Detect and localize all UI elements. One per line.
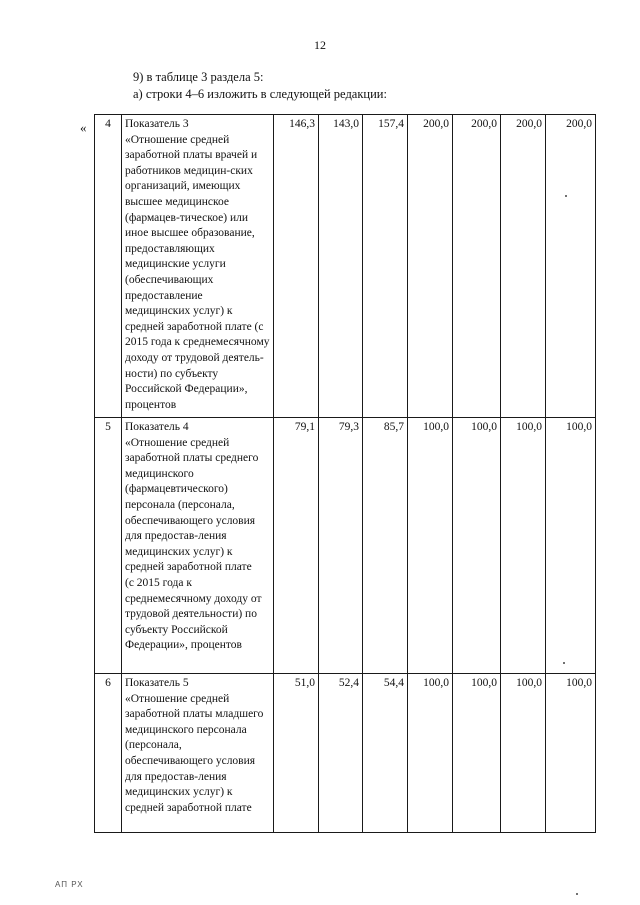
indicator-text: «Отношение средней заработной платы среднего медицинского (фармацевтического) персонала (персонала, обеспечивающего условия для предостав-ления медицинских услуг) к средней заработной плате: [125, 436, 259, 574]
indicator-text: «Отношение средней заработной платы младшего медицинского персонала (персонала, обеспечивающего условия для предостав-ления медицинских услуг) к средней заработной плате: [125, 692, 264, 814]
scan-speck: [576, 893, 578, 895]
value-cell: 200,0: [501, 115, 546, 418]
scan-speck: [565, 195, 567, 197]
scan-speck: [563, 662, 565, 664]
value-cell: 100,0: [453, 674, 501, 833]
value-cell: 100,0: [546, 418, 596, 674]
value-cell: 200,0: [453, 115, 501, 418]
value-cell: 79,3: [319, 418, 363, 674]
indicator-title: Показатель 5: [125, 677, 189, 689]
table-row-5: [95, 418, 596, 674]
page-number: 12: [314, 38, 326, 52]
value-cell: 100,0: [408, 674, 453, 833]
value-cell: 54,4: [363, 674, 408, 833]
value-cell: 146,3: [274, 115, 319, 418]
indicator-title: Показатель 4: [125, 421, 189, 433]
footer-mark: АП РХ: [55, 880, 84, 889]
value-cell: 100,0: [501, 674, 546, 833]
value-cell: 200,0: [408, 115, 453, 418]
intro-line-1: 9) в таблице 3 раздела 5:: [133, 70, 264, 84]
indicator-description: [122, 115, 274, 418]
indicator-description: [122, 674, 274, 833]
indicator-title: Показатель 3: [125, 118, 189, 130]
row-number: 5: [95, 418, 122, 674]
indicator-description: [122, 418, 274, 674]
table-row-6: [95, 674, 596, 833]
indicator-text: (с 2015 года к среднемесячному доходу от трудовой деятельности) по субъекту Российской Федерации», процентов: [125, 576, 262, 652]
indicators-table: [94, 114, 596, 833]
value-cell: 85,7: [363, 418, 408, 674]
value-cell: 100,0: [408, 418, 453, 674]
value-cell: 79,1: [274, 418, 319, 674]
value-cell: 100,0: [453, 418, 501, 674]
table-row-4: [95, 115, 596, 418]
value-cell: 100,0: [501, 418, 546, 674]
value-cell: 51,0: [274, 674, 319, 833]
opening-quote-mark: «: [80, 120, 87, 135]
value-cell: 200,0: [546, 115, 596, 418]
intro-line-2: а) строки 4–6 изложить в следующей редакции:: [133, 87, 387, 101]
value-cell: 157,4: [363, 115, 408, 418]
value-cell: 100,0: [546, 674, 596, 833]
indicator-text: «Отношение средней заработной платы врачей и работников медицин-ских организаций, имеющих высшее медицинское (фармацев-тическое) или иное высшее образование, предоставляющих медицинские услуги (обеспечивающих предоставление медицинских услуг) к средней заработной плате (с 2015 года к среднемесячному доходу от трудовой деятель-ности) по субъекту Российской Федерации», процентов: [125, 133, 270, 411]
row-number: 6: [95, 674, 122, 833]
value-cell: 143,0: [319, 115, 363, 418]
row-number: 4: [95, 115, 122, 418]
value-cell: 52,4: [319, 674, 363, 833]
